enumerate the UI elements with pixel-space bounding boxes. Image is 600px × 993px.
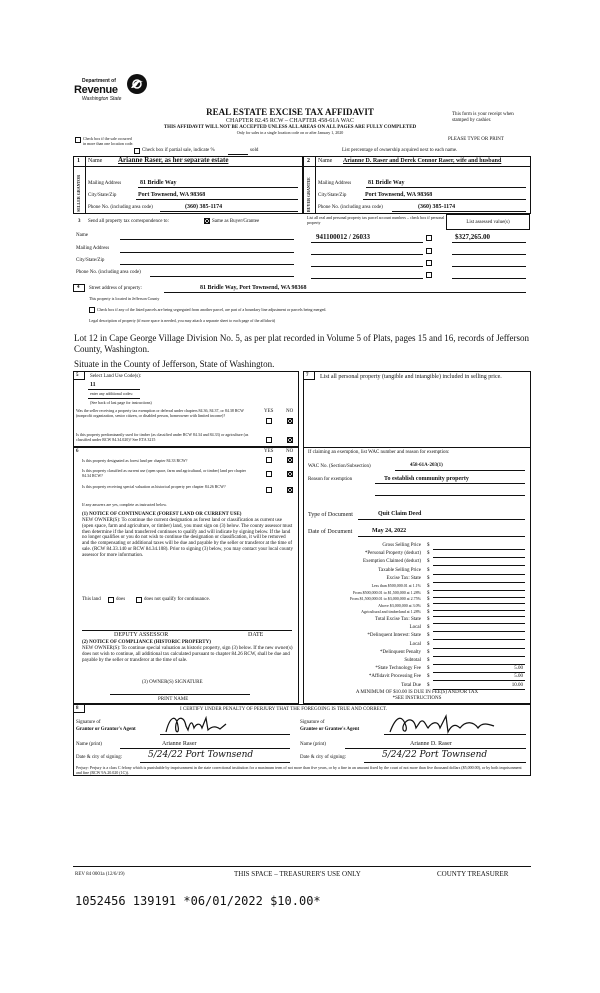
total_rows-dollar-7: $: [427, 674, 430, 680]
total_rows-dollar-0: $: [427, 617, 430, 622]
buyer-side-label: BUYER GRANTEE: [306, 177, 311, 212]
notice-compliance-body: NEW OWNER(S): To continue special valuation as historic property, sign (3) below. If the new owner(s) does not wish to continue, all additional tax calculated pursuant to chapter 84.26 RCW, shall be due and payable by the seller or transferor at the time of sale.: [82, 646, 293, 663]
buyer-mailing[interactable]: 81 Bridle Way: [368, 180, 405, 186]
notice-continuance-body: NEW OWNER(S): To continue the current designation as forest land or classification as current use (open space, farm and agriculture, or timber) land, you must sign on (3) below. The county assessor must then determine if the land transferred continues to qualify and will indicate by signing below. If the land no longer qualifies or you do not wish to continue the designation or classification, it will be removed and the compensating or additional taxes will be due and payable by the seller or transferor at the time of sale. (RCW 84.33.140 or RCW 84.34.108). Prior to signing (3) below, you may contact your local county assessor for more information.: [82, 518, 293, 558]
sec5-q2-no[interactable]: [287, 437, 293, 443]
sold-label: sold: [250, 148, 259, 153]
section-5-num: 5: [76, 373, 79, 378]
sec5-yes-header: YES: [264, 409, 274, 414]
additional-codes-label: enter any additional codes:: [90, 391, 133, 396]
bracket_rows-dollar-4: $: [427, 610, 430, 616]
sec6-q1-no[interactable]: [287, 457, 293, 463]
sec6-q3-yes[interactable]: [266, 487, 272, 493]
corr-name-label: Name: [76, 233, 88, 238]
tax_rows-label-0: Gross Selling Price: [382, 543, 421, 548]
notice-compliance-title: (2) NOTICE OF COMPLIANCE (HISTORIC PROPERTY): [82, 640, 211, 645]
buyer-name[interactable]: Arianne D. Raser and Derek Connor Raser, wife and husband: [343, 158, 502, 164]
sec6-q2-no[interactable]: [287, 471, 293, 477]
bracket_rows-label-0: Less than $500,000.01 at 1.1%: [371, 583, 421, 588]
segregated-label: Check box if any of the listed parcels are being segregated from another parcel, are part of a boundary line adjustment or parcels being merged.: [97, 307, 327, 312]
total_rows-label-5: Subtotal: [404, 658, 421, 663]
parcel-2-personal-checkbox[interactable]: [426, 248, 432, 254]
total_rows-label-2: *Delinquent Interest: State: [367, 633, 421, 639]
land-use-label: Select Land Use Code(s):: [90, 374, 142, 379]
sec6-no-header: NO: [286, 449, 294, 454]
total_rows-value-8[interactable]: 10.00: [511, 682, 523, 688]
tax_rows-label-2: Exemption Claimed (deduct): [362, 559, 421, 565]
doc-date[interactable]: May 24, 2022: [372, 528, 407, 534]
pct-ownership-note: List percentage of ownership acquired next to each name.: [342, 148, 458, 153]
bracket_rows-label-2: From $1,500,000.01 to $3,000,000 at 2.75%: [350, 596, 421, 602]
total_rows-dollar-2: $: [427, 633, 430, 639]
tax_rows-dollar-3: $: [427, 567, 430, 573]
assessed-value-1[interactable]: $327,265.00: [455, 233, 490, 241]
sec5-no-header: NO: [286, 409, 294, 414]
owner-signature-field[interactable]: [110, 694, 250, 695]
total_rows-label-8: Total Due: [401, 682, 421, 688]
tax-calculation-table: [303, 540, 531, 690]
does-label: does: [116, 597, 126, 602]
multi-location-label: Check box if the sale occurred: [83, 136, 132, 141]
parcels-header: List all real and personal property tax parcel account numbers – check box if personal property: [307, 215, 445, 225]
section-7-num-box: [303, 371, 315, 380]
logo-dept-of: Department of: [82, 78, 116, 84]
buyer-city[interactable]: Port Townsend, WA 98368: [365, 192, 433, 198]
exemption-claim-label: If claiming an exemption, list WAC number and reason for exemption:: [308, 450, 450, 455]
seller-mailing-label: Mailing Address: [88, 181, 122, 186]
only-for-sales-note: Only for sales in a single location code on or after January 1, 2020: [236, 130, 344, 135]
grantor-name-print[interactable]: Arianne Raser: [162, 741, 197, 747]
land-use-code[interactable]: 11: [90, 382, 96, 388]
receipt-note: This form is your receipt when: [452, 112, 514, 117]
grantee-name-print-label: Name (print): [300, 742, 326, 747]
section-6-num: 6: [76, 449, 79, 454]
parcel-3-personal-checkbox[interactable]: [426, 260, 432, 266]
grantor-sig-label-1: Signature of: [76, 720, 101, 725]
sec5-q1-yes[interactable]: [266, 418, 272, 424]
perjury-statement: Perjury: Perjury is a class C felony which is punishable by imprisonment in the state correctional institution for a maximum term of not more than five years, or by a fine in an amount fixed by the court of not more than five thousand dollars ($5,000.00), or by both imprisonment and fine (RCW 9A.20.020 (1C)).: [76, 765, 522, 775]
land-does-not-checkbox[interactable]: [136, 597, 142, 603]
parcel-1[interactable]: 941100012 / 26033: [316, 233, 371, 241]
parcel-3-field[interactable]: [311, 266, 423, 267]
tax_rows-dollar-0: $: [427, 543, 430, 548]
wac-number[interactable]: 458-61A-203(1): [410, 463, 443, 468]
tax_rows-dollar-4: $: [427, 575, 430, 581]
see-back-note: (See back of last page for instructions): [90, 400, 152, 405]
corr-name-field[interactable]: [120, 239, 294, 240]
total_rows-dollar-4: $: [427, 649, 430, 655]
sec6-if-yes: If any answers are yes, complete as instructed below.: [82, 502, 167, 507]
total_rows-dollar-3: $: [427, 641, 430, 647]
multi-location-label-2: in more than one location code.: [83, 141, 134, 146]
sec5-q2: Is this property predominantly used for timber (as classified under RCW 84.34 and 84.33) or agriculture (as classified under RCW 84.34.020)? See ETA 3215: [76, 432, 249, 442]
section-8-num: 8: [76, 706, 79, 711]
notice-continuance-title: (1) NOTICE OF CONTINUANCE (FOREST LAND OR CURRENT USE): [82, 512, 242, 517]
owner-signature-label: (3) OWNER(S) SIGNATURE: [142, 680, 203, 685]
same-as-buyer-checkbox[interactable]: [204, 218, 210, 224]
parcel-4-personal-checkbox[interactable]: [426, 272, 432, 278]
deputy-date-label: DATE: [248, 632, 264, 638]
grantee-signature: [386, 712, 516, 736]
parcel-4-field[interactable]: [311, 278, 423, 279]
reason-label: Reason for exemption: [308, 477, 353, 482]
grantor-signature: [162, 712, 252, 736]
seller-phone-label: Phone No. (including area code): [88, 205, 153, 210]
sec6-yes-header: YES: [264, 449, 274, 454]
bracket_rows-dollar-2: $: [427, 597, 430, 603]
total_rows-label-1: Local: [409, 625, 421, 631]
seller-side-label: SELLER GRANTOR: [76, 174, 81, 212]
section-4-num: 4: [77, 285, 80, 290]
parcel-2-field[interactable]: [311, 254, 423, 255]
total_rows-label-3: Local: [409, 641, 421, 647]
grantor-date-city[interactable]: 5/24/22 Port Townsend: [148, 750, 254, 760]
land-does-label: This land: [82, 597, 101, 602]
sec5-q2-yes[interactable]: [266, 437, 272, 443]
section-5-num-box: [73, 371, 85, 380]
county-treasurer: COUNTY TREASURER: [437, 870, 509, 878]
section-1-num: 1: [77, 158, 80, 164]
revenue-mountain-icon: [126, 73, 148, 95]
street-label: Street address of property:: [89, 286, 142, 291]
parcel-1-personal-checkbox[interactable]: [426, 235, 432, 241]
legal-description-label: Legal description of property (if more space is needed, you may attach a separate sheet to each page of the affidavit): [89, 318, 276, 323]
buyer-phone[interactable]: (360) 385-1174: [418, 204, 456, 210]
form-chapter: CHAPTER 82.45 RCW – CHAPTER 458-61A WAC: [226, 118, 354, 124]
sec6-q1-yes[interactable]: [266, 457, 272, 463]
buyer-mailing-label: Mailing Address: [318, 181, 352, 186]
exemption-reason[interactable]: To establish community property: [384, 476, 469, 482]
same-as-buyer-label: Same as Buyer/Grantee: [212, 219, 260, 224]
grantee-sig-label-2: Grantee or Grantee's Agent: [300, 727, 360, 732]
corr-phone-field[interactable]: [150, 276, 294, 277]
doc-type-label: Type of Document: [308, 512, 353, 518]
sec6-q2: Is this property classified as current use (open space, farm and agricultural, or timber) land per chapter 84.34 RCW?: [82, 468, 246, 478]
total_rows-label-7: *Affidavit Processing Fee: [368, 674, 421, 680]
total_rows-dollar-1: $: [427, 625, 430, 631]
deputy-assessor-label: DEPUTY ASSESSOR: [114, 632, 169, 638]
doc-date-label: Date of Document: [308, 529, 353, 535]
total_rows-value-6[interactable]: 5.00: [514, 666, 523, 672]
corr-mailing-field[interactable]: [120, 252, 294, 253]
minimum-due-note: A MINIMUM OF $10.00 IS DUE IN FEE(S) AND/OR TAX: [355, 690, 479, 695]
grantee-name-print[interactable]: Arianne D. Raser: [410, 741, 452, 747]
form-number: REV 84 0001a (12/6/19): [75, 872, 125, 877]
land-does-checkbox[interactable]: [108, 597, 114, 603]
section-3-num: 3: [78, 219, 81, 224]
grantee-date-city[interactable]: 5/24/22 Port Townsend: [382, 750, 488, 760]
bracket_rows-dollar-0: $: [427, 584, 430, 589]
grantee-sig-label-1: Signature of: [300, 720, 325, 725]
legal-description[interactable]: Lot 12 in Cape George Village Division No. 5, as per plat recorded in Volume 5 of Plats, pages 15 and 16, records of Jefferson County, Washington.: [74, 333, 530, 354]
seller-name[interactable]: Arianne Raser, as her separate estate: [118, 156, 229, 164]
doc-type[interactable]: Quit Claim Deed: [378, 511, 422, 517]
print-name-label: PRINT NAME: [158, 697, 189, 702]
bracket_rows-label-4: Agricultural and timberland at 1.28%: [361, 609, 421, 615]
sec6-q3-no[interactable]: [287, 487, 293, 493]
sec5-q1-no[interactable]: [287, 418, 293, 424]
buyer-city-label: City/State/Zip: [318, 193, 347, 198]
please-type: PLEASE TYPE OR PRINT: [448, 137, 504, 142]
buyer-phone-label: Phone No. (including area code): [318, 205, 383, 210]
tax_rows-dollar-2: $: [427, 559, 430, 565]
form-title: REAL ESTATE EXCISE TAX AFFIDAVIT: [206, 107, 374, 117]
not-accepted-warning: THIS AFFIDAVIT WILL NOT BE ACCEPTED UNLESS ALL AREAS ON ALL PAGES ARE FULLY COMPLETED: [163, 125, 417, 130]
see-instructions: *SEE INSTRUCTIONS: [392, 696, 442, 701]
total_rows-dollar-6: $: [427, 666, 430, 672]
seller-phone[interactable]: (360) 385-1174: [185, 204, 223, 210]
seller-mailing[interactable]: 81 Bridle Way: [140, 180, 177, 186]
total_rows-dollar-5: $: [427, 658, 430, 663]
tax_rows-label-3: Taxable Selling Price: [378, 567, 421, 573]
partial-sale-pct-field[interactable]: [228, 154, 248, 155]
corr-mailing-label: Mailing Address: [76, 246, 110, 251]
total_rows-label-6: *State Technology Fee: [375, 666, 421, 672]
sec5-q1: Was the seller receiving a property tax exemption or deferral under chapters 84.36, 84.37, or 84.38 RCW (nonprofit organization, senior citizen, or disabled person, homeowner with limited income)?: [76, 408, 244, 418]
seller-city[interactable]: Port Townsend, WA 98368: [138, 192, 206, 198]
logo-revenue: Revenue: [74, 84, 118, 96]
bracket_rows-dollar-1: $: [427, 590, 430, 596]
correspondence-label: Send all property tax correspondence to:: [88, 219, 169, 224]
sec6-q3: Is this property receiving special valuation as historical property per chapter 84.26 RCW?: [82, 484, 226, 489]
tax_rows-label-1: *Personal Property (deduct): [364, 551, 421, 557]
certify-statement: I CERTIFY UNDER PENALTY OF PERJURY THAT THE FOREGOING IS TRUE AND CORRECT.: [180, 707, 387, 712]
receipt-note-2: stamped by cashier.: [452, 118, 492, 123]
recording-stamp: 1052456 139191 *06/01/2022 $10.00*: [75, 894, 321, 908]
street-address[interactable]: 81 Bridle Way, Port Townsend, WA 98368: [200, 285, 307, 291]
bracket_rows-label-1: From $500,000.01 to $1,500,000 at 1.28%: [353, 589, 421, 595]
grantor-date-city-label: Date & city of signing:: [76, 755, 123, 760]
sec6-q2-yes[interactable]: [266, 471, 272, 477]
assessed-header: List assessed value(s): [466, 220, 510, 225]
wac-label: WAC No. (Section/Subsection): [308, 464, 371, 469]
tax_rows-dollar-1: $: [427, 551, 430, 557]
bracket_rows-dollar-3: $: [427, 603, 430, 609]
total_rows-label-0: Total Excise Tax: State: [374, 617, 421, 622]
legal-situate[interactable]: Situate in the County of Jefferson, State of Washington.: [74, 359, 275, 369]
corr-city-field[interactable]: [120, 264, 294, 265]
seller-name-label: Name: [88, 158, 103, 164]
grantee-date-city-label: Date & city of signing:: [300, 755, 347, 760]
grantor-name-print-label: Name (print): [76, 742, 102, 747]
tax_rows-label-4: Excise Tax: State: [386, 575, 421, 581]
partial-sale-checkbox[interactable]: [134, 148, 140, 154]
grantor-sig-label-2: Grantor or Grantor's Agent: [76, 727, 136, 732]
sec6-q1: Is this property designated as forest land per chapter 84.33 RCW?: [82, 458, 188, 463]
seller-city-label: City/State/Zip: [88, 193, 117, 198]
partial-sale-label: Check box if partial sale, indicate %: [142, 148, 215, 153]
corr-city-label: City/State/Zip: [76, 258, 105, 263]
bracket_rows-label-3: Above $3,000,000 at 3.0%: [378, 602, 421, 608]
corr-phone-label: Phone No. (including area code): [76, 270, 141, 275]
treasurer-space: THIS SPACE – TREASURER'S USE ONLY: [234, 870, 361, 878]
logo-wa-state: Washington State: [82, 96, 122, 102]
segregated-checkbox[interactable]: [89, 307, 95, 313]
section-7-num: 7: [306, 373, 309, 378]
revenue-logo: [74, 73, 154, 103]
total_rows-label-4: *Delinquent Penalty: [380, 649, 421, 655]
personal-property-label: List all personal property (tangible and intangible) included in selling price.: [320, 374, 502, 380]
buyer-name-label: Name: [318, 158, 333, 164]
does-not-label: does not qualify for continuance.: [144, 597, 210, 602]
multi-location-checkbox[interactable]: [75, 137, 81, 143]
property-located: This property is located in Jefferson County: [89, 296, 160, 301]
section-2-num: 2: [307, 158, 310, 164]
section-8-num-box: [73, 704, 85, 713]
total_rows-value-7[interactable]: 5.00: [514, 674, 523, 680]
total_rows-dollar-8: $: [427, 682, 430, 688]
